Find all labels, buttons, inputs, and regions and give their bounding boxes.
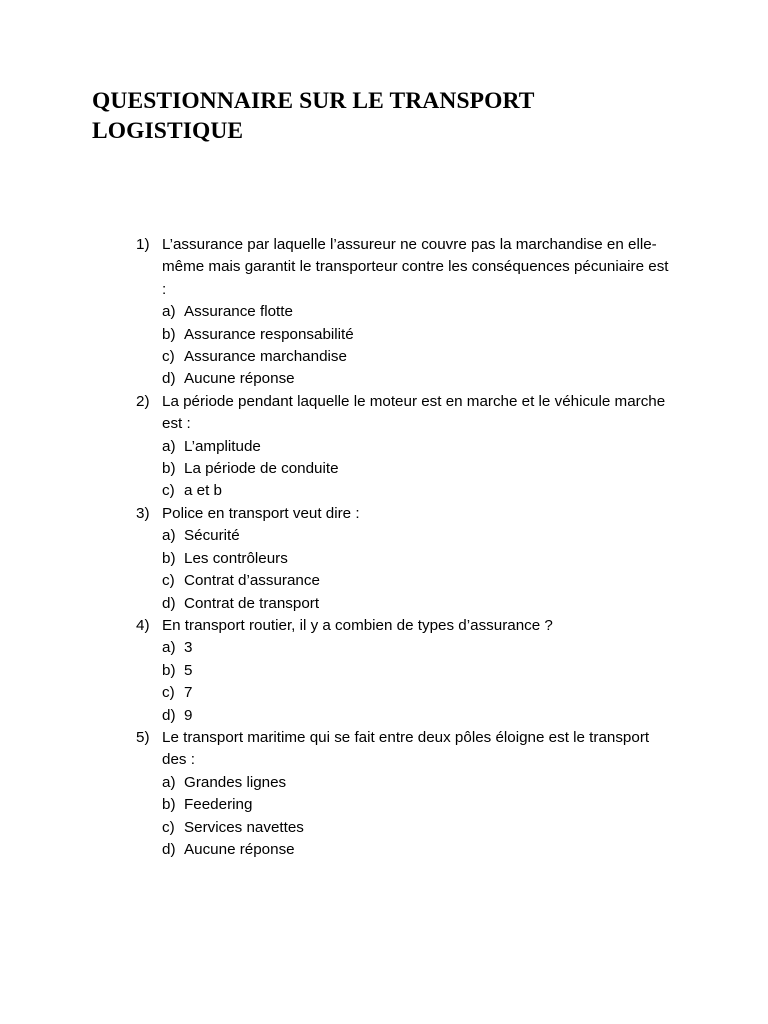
option-letter: a) <box>162 639 176 657</box>
question-text: La période pendant laquelle le moteur est en marche et le véhicule marche est : <box>162 392 666 433</box>
question-number: 2) <box>136 392 150 410</box>
option-letter: b) <box>162 796 176 814</box>
option-text: Aucune réponse <box>184 840 295 858</box>
question-text: L’assurance par laquelle l’assureur ne couvre pas la marchandise en elle-même mais garantit le transporteur contre les conséquences pécuniaire est : <box>162 236 669 298</box>
option-list <box>162 436 676 503</box>
option-item <box>162 682 676 704</box>
option-letter: b) <box>162 661 176 679</box>
option-text: Feedering <box>184 796 253 814</box>
option-letter: a) <box>162 437 176 455</box>
option-text: a et b <box>184 482 222 500</box>
question-2 <box>136 391 676 503</box>
option-item <box>162 346 676 368</box>
option-letter: c) <box>162 572 175 590</box>
option-text: Assurance marchandise <box>184 348 347 366</box>
option-letter: a) <box>162 303 176 321</box>
option-item <box>162 548 676 570</box>
option-item <box>162 794 676 816</box>
option-text: 7 <box>184 684 193 702</box>
option-item <box>162 637 676 659</box>
question-4 <box>136 615 676 727</box>
option-item <box>162 301 676 323</box>
option-item <box>162 660 676 682</box>
question-number: 4) <box>136 616 150 634</box>
option-list <box>162 637 676 727</box>
question-5 <box>136 727 676 861</box>
option-letter: d) <box>162 594 176 612</box>
option-list <box>162 301 676 391</box>
option-text: Services navettes <box>184 818 304 836</box>
option-letter: c) <box>162 818 175 836</box>
option-text: 9 <box>184 706 193 724</box>
option-text: 3 <box>184 639 193 657</box>
option-text: Sécurité <box>184 527 240 545</box>
page-title: QUESTIONNAIRE SUR LE TRANSPORT LOGISTIQUE <box>92 88 535 144</box>
option-letter: b) <box>162 460 176 478</box>
option-item <box>162 480 676 502</box>
question-number: 1) <box>136 236 150 253</box>
question-number: 3) <box>136 504 150 522</box>
option-text: Assurance flotte <box>184 303 293 321</box>
question-1 <box>136 234 676 391</box>
option-letter: a) <box>162 527 176 545</box>
option-item <box>162 705 676 727</box>
option-item <box>162 324 676 346</box>
option-list <box>162 772 676 862</box>
option-item <box>162 817 676 839</box>
option-letter: d) <box>162 840 176 858</box>
option-letter: c) <box>162 482 175 500</box>
option-item <box>162 593 676 615</box>
option-item <box>162 368 676 390</box>
question-text: Police en transport veut dire : <box>162 504 360 522</box>
option-letter: c) <box>162 684 175 702</box>
option-item <box>162 772 676 794</box>
option-text: Les contrôleurs <box>184 549 288 567</box>
option-item <box>162 839 676 861</box>
option-text: Aucune réponse <box>184 370 295 388</box>
option-text: Contrat d’assurance <box>184 572 320 590</box>
option-text: 5 <box>184 661 193 679</box>
option-letter: d) <box>162 706 176 724</box>
question-list <box>136 234 676 861</box>
option-letter: d) <box>162 370 176 388</box>
option-text: Assurance responsabilité <box>184 325 354 343</box>
question-text: Le transport maritime qui se fait entre deux pôles éloigne est le transport des : <box>162 728 650 769</box>
option-item <box>162 458 676 480</box>
option-text: Contrat de transport <box>184 594 320 612</box>
option-letter: b) <box>162 549 176 567</box>
option-text: L’amplitude <box>184 437 261 455</box>
question-3 <box>136 503 676 615</box>
question-text: En transport routier, il y a combien de types d’assurance ? <box>162 616 553 634</box>
question-number: 5) <box>136 728 150 746</box>
option-letter: b) <box>162 325 176 343</box>
option-letter: c) <box>162 348 175 366</box>
option-text: Grandes lignes <box>184 773 287 791</box>
option-list <box>162 525 676 615</box>
option-item <box>162 525 676 547</box>
option-item <box>162 436 676 458</box>
option-letter: a) <box>162 773 176 791</box>
option-item <box>162 570 676 592</box>
option-text: La période de conduite <box>184 460 339 478</box>
